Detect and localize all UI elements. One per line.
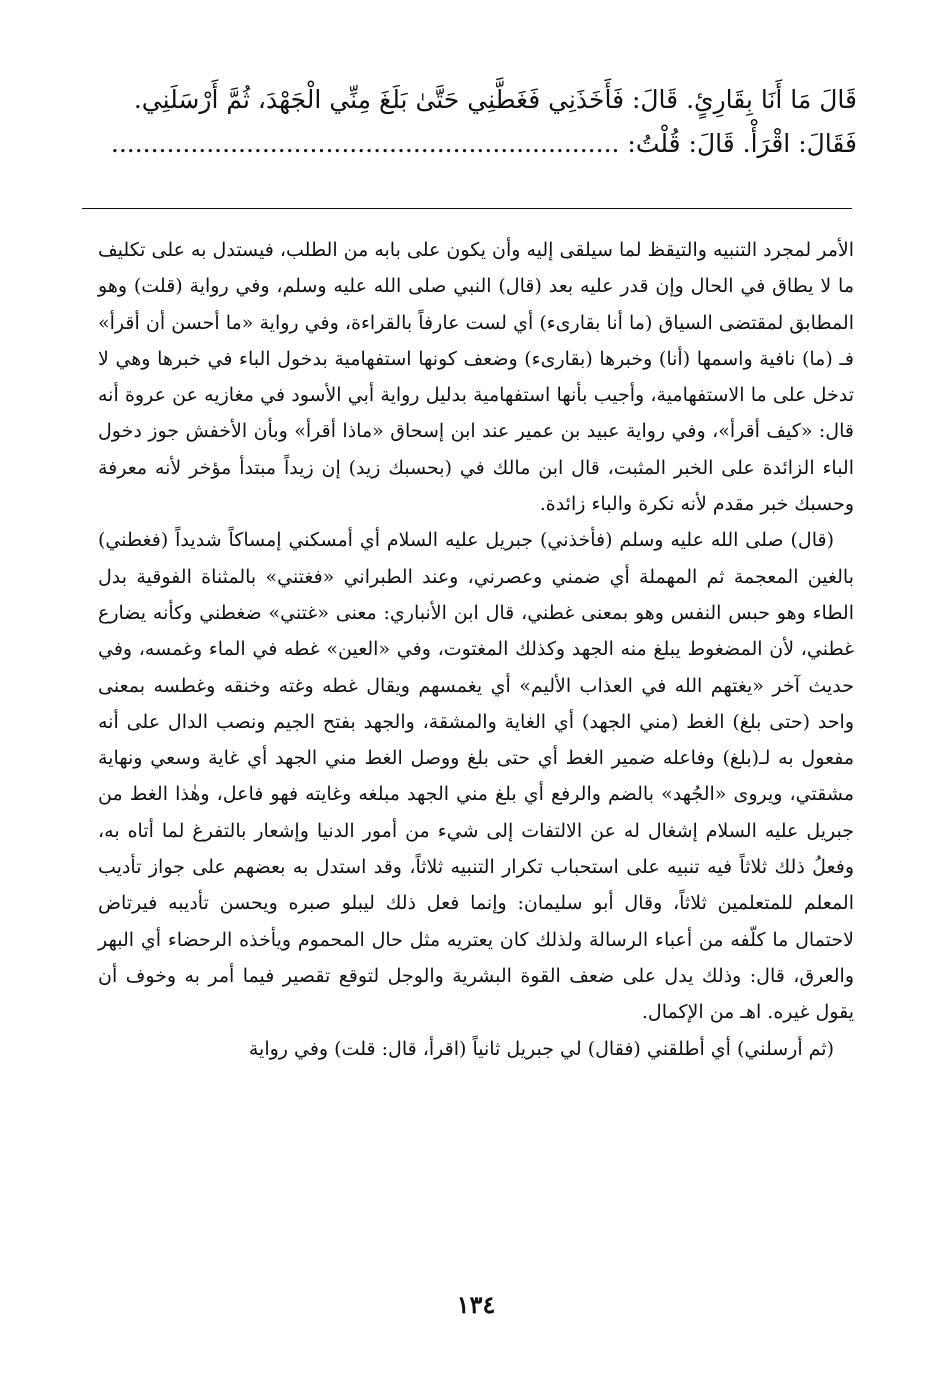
hadith-line-2 [97,122,857,166]
hadith-line-1: قَالَ مَا أَنَا بِقَارِئٍ. قَالَ: فَأَخَذَنِي فَغَطَّنِي حَتَّىٰ بَلَغَ مِنِّي الْجَهْدَ، ثُمَّ أَرْسَلَنِي. [133,85,857,114]
section-divider [82,208,852,209]
hadith-text [97,78,857,166]
hadith-line-2-text: فَقَالَ: اقْرَأْ. قَالَ: قُلْتُ: [619,129,857,158]
page-number: ١٣٤ [456,1290,496,1319]
commentary-paragraph: الأمر لمجرد التنبيه والتيقظ لما سيلقى إليه وأن يكون على بابه من الطلب، فيستدل به على تكليف ما لا يطاق في الحال وإن قدر عليه بعد (قال) النبي صلى الله عليه وسلم، وفي رواية (قلت) وهو المطابق لمقتضى السياق (ما أنا بقارىء) أي لست عارفاً بالقراءة، وفي رواية «ما أحسن أن أقرأ» فـ (ما) نافية واسمها (أنا) وخبرها (بقارىء) وضعف كونها استفهامية بدخول الباء في خبرها وهي لا تدخل على ما الاستفهامية، وأجيب بأنها استفهامية بدليل رواية أبي الأسود في مغازيه عن عروة أنه قال: «كيف أقرأ»، وفي رواية عبيد بن عمير عند ابن إسحاق «ماذا أقرأ» وبأن الأخفش جوز دخول الباء الزائدة على الخبر المثبت، قال ابن مالك في (بحسبك زيد) إن زيداً مبتدأ مؤخر لأنه معرفة وحسبك خبر مقدم لأنه نكرة والباء زائدة. [98,239,854,516]
commentary [98,232,854,1067]
commentary-paragraph: (ثم أرسلني) أي أطلقني (فقال) لي جبريل ثانياً (اقرأ، قال: قلت) وفي رواية [248,1037,834,1060]
hadith-line-2-dots: ................................................................ [110,129,620,158]
commentary-paragraph: (قال) صلى الله عليه وسلم (فأخذني) جبريل عليه السلام أي أمسكني إمساكاً شديداً (فغطني) بالغين المعجمة ثم المهملة أي ضمني وعصرني، وعند الطبراني «فغتني» بالمثناة الفوقية بدل الطاء وهو حبس النفس وهو بمعنى غطني، قال ابن الأنباري: معنى «غتني» ضغطني وكأنه يضارع غطني، لأن المضغوط يبلغ منه الجهد وكذلك المغتوت، وفي «العين» غطه في الماء وغمسه، وفي حديث آخر «يغتهم الله في العذاب الأليم» أي يغمسهم ويقال غطه وغته وخنقه وغطسه بمعنى واحد (حتى بلغ) الغط (مني الجهد) أي الغاية والمشقة، والجهد بفتح الجيم ونصب الدال على أنه مفعول به لـ(بلغ) وفاعله ضمير الغط أي حتى بلغ ووصل الغط مني الجهد أي غاية وسعي ونهاية مشقتي، ويروى «الجُهد» بالضم والرفع أي بلغ مني الجهد مبلغه وغايته فهو فاعل، وهٰذا الغط من جبريل عليه السلام إشغال له عن الالتفات إلى شيء من أمور الدنيا وإشعار بالتفرغ لما أتاه به، وفعلُ ذلك ثلاثاً فيه تنبيه على استحباب تكرار التنبيه ثلاثاً، وقد استدل به بعضهم على جواز تأديب المعلم للمتعلمين ثلاثاً، وقال أبو سليمان: وإنما فعل ذلك ليبلو صبره ويحسن تأديبه فيرتاض لاحتمال ما كلّفه من أعباء الرسالة ولذلك كان يعتريه مثل حال المحموم ويأخذه الرحضاء أي البهر والعرق، قال: وذلك يدل على ضعف القوة البشرية والوجل لتوقع تقصير فيما أمر به وخوف أن يقول غيره. اهـ من الإكمال. [98,529,854,1024]
